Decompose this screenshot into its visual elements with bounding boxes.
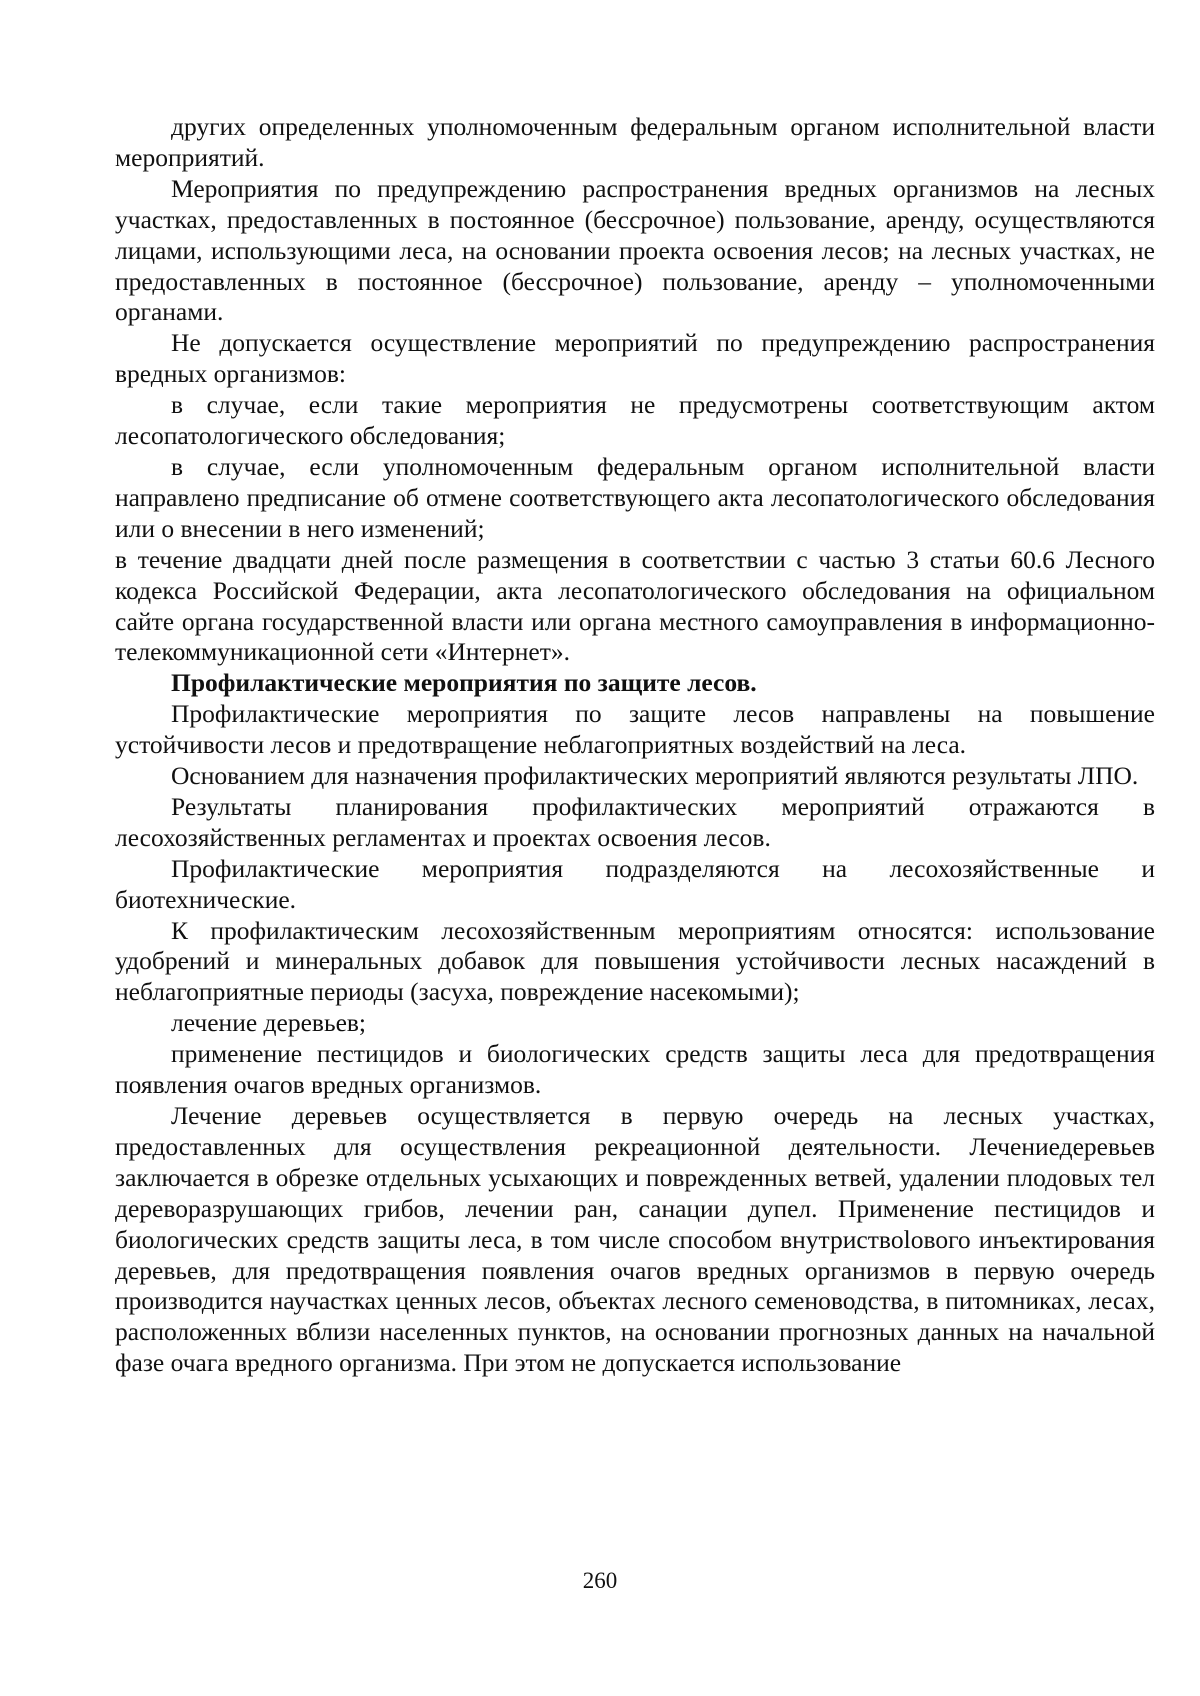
section-heading: Профилактические мероприятия по защите лесов. [171,668,757,698]
paragraph: Основанием для назначения профилактических мероприятий являются результаты ЛПО. [171,761,1139,791]
paragraph: К профилактическим лесохозяйственным мероприятиям относятся: использование удобрений и минеральных добавок для повышения устойчивости лесных насаждений в неблагоприятные периоды (засуха, повреждение насекомыми); [115,915,1155,1007]
paragraph: Профилактические мероприятия по защите лесов направлены на повышение устойчивости лесов и предотвращение неблагоприятных воздействий на леса. [115,699,1155,760]
page-body [115,112,1155,1379]
paragraph: в случае, если уполномоченным федеральным органом исполнительной власти направлено предписание об отмене соответствующего акта лесопатологического обследования или о внесении в него изменений; [115,451,1155,543]
paragraph: Результаты планирования профилактических мероприятий отражаются в лесохозяйственных регламентах и проектах освоения лесов. [115,791,1155,852]
paragraph: Не допускается осуществление мероприятий по предупреждению распространения вредных организмов: [115,328,1155,389]
paragraph: Мероприятия по предупреждению распространения вредных организмов на лесных участках, предоставленных в постоянное (бессрочное) пользование, аренду, осуществляются лицами, использующими леса, на основании проекта освоения лесов; на лесных участках, не предоставленных в постоянное (бессрочное) пользование, аренду – уполномоченными органами. [115,173,1155,327]
paragraph: применение пестицидов и биологических средств защиты леса для предотвращения появления очагов вредных организмов. [115,1039,1155,1100]
paragraph: Лечение деревьев осуществляется в первую очередь на лесных участках, предоставленных для осуществления рекреационной деятельности. Лечениедеревьев заключается в обрезке отдельных усыхающих и поврежденных ветвей, удалении плодовых тел дереворазрушающих грибов, лечении ран, санации дупел. Применение пестицидов и биологических средств защиты леса, в том числе способом внутриствolового инъектирования деревьев, для предотвращения появления очагов вредных организмов в первую очередь производится научастках ценных лесов, объектах лесного семеноводства, в питомниках, лесах, расположенных вблизи населенных пунктов, на основании прогнозных данных на начальной фазе очага вредного организма. При этом не допускается использование [115,1101,1155,1378]
paragraph: других определенных уполномоченным федеральным органом исполнительной власти мероприятий. [115,112,1155,172]
paragraph: в случае, если такие мероприятия не предусмотрены соответствующим актом лесопатологического обследования; [115,390,1155,451]
paragraph: лечение деревьев; [171,1008,367,1038]
page-number: 260 [582,1568,618,1593]
paragraph: в течение двадцати дней после размещения в соответствии с частью 3 статьи 60.6 Лесного кодекса Российской Федерации, акта лесопатологического обследования на официальном сайте органа государственной власти или органа местного самоуправления в информационно-телекоммуникационной сети «Интернет». [115,544,1155,667]
paragraph: Профилактические мероприятия подразделяются на лесохозяйственные и биотехнические. [115,853,1155,914]
